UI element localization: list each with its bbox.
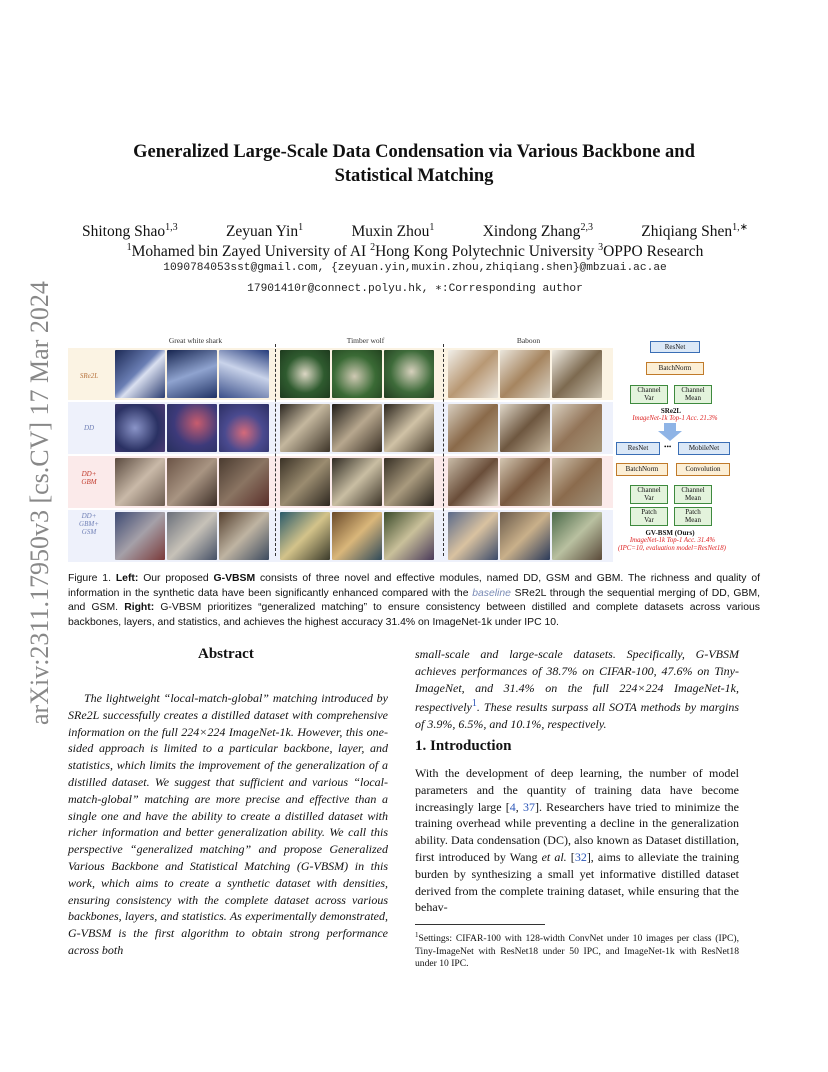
synthetic-image [219,458,269,506]
synthetic-image [167,404,217,452]
patch-var-box: Patch Var [630,507,668,526]
column-divider [275,344,276,556]
author: Xindong Zhang$^{2,3}$ [482,222,593,241]
synthetic-image [280,404,330,452]
synthetic-image [332,458,382,506]
synthetic-image [500,512,550,560]
abstract-heading: Abstract [198,646,254,662]
channel-var-box: Channel Var [630,485,668,504]
synthetic-image [280,350,330,398]
email-line-1: 1090784053sst@gmail.com, {zeyuan.yin,muxin.zhou,zhiqiang.shen}@mbzuai.ac.ae [163,262,667,274]
mobilenet-box: MobileNet [678,442,730,455]
synthetic-image [332,350,382,398]
author: Shitong Shao$^{1,3}$ [82,222,178,241]
synthetic-image [115,350,165,398]
author: Zeyuan Yin$^1$ [225,222,304,241]
column-header: Baboon [516,336,541,345]
synthetic-image [448,404,498,452]
resnet-box: ResNet [650,341,700,353]
abstract-text: The lightweight “local-match-global” matching introduced by SRe2L successfully creates a distilled dataset with comprehensive information on the full 224×224 ImageNet-1k. However, this one-sided approach is limited to a particular backbone, layer, and statistics, which limits the improvement of the generalization of a distilled dataset. We suggest that sufficient and various “local-match-global” matching are more precise and effective than a single one and have the ability to create a distilled dataset with richer information and better generalization ability. We call this perspective “generalized matching” and propose Generalized Various Backbone and Statistical Matching (G-VBSM) in this work, which aims to create a synthetic dataset with densities, ensuring consistency with the complete dataset across various backbones, layers, and statistics. As experimentally demonstrated, G-VBSM is the first algorithm to obtain strong performance across both [68,691,388,957]
introduction-text: With the development of deep learning, the number of model parameters and the quantity of training data have become increasingly large [4, 37]. Researchers have tried to minimize the training overhead while preventing a decline in the generalization ability. Data condensation (DC), also known as Dataset distillation, first introduced by Wang et al. [32], aims to alleviate the training burden by synthesizing a small yet informative distilled dataset derived from the complete training dataset, while ensuring that the behav- [415,766,739,915]
synthetic-image [280,458,330,506]
synthetic-image [448,512,498,560]
convolution-box: Convolution [676,463,730,476]
synthetic-image [384,512,434,560]
synthetic-image [167,350,217,398]
column-header: Timber wolf [346,336,385,345]
gvbsm-label: GV-BSM (Ours) [645,529,695,537]
synthetic-image [500,458,550,506]
synthetic-image [552,458,602,506]
paper-title [90,140,738,188]
synthetic-image [219,404,269,452]
title-line-2: Statistical Matching [334,166,494,186]
resnet-box: ResNet [616,442,660,455]
row-label: DD [83,424,95,432]
figure-architecture-diagram [610,335,760,565]
patch-mean-box: Patch Mean [674,507,712,526]
introduction-heading: 1. Introduction [415,738,512,754]
figure-caption: Figure 1. Left: Our proposed G-VBSM consists of three novel and effective modules, named DD, GSM and GBM. The richness and quality of information in the synthetic data have been significantly enhanced compared with the baseline SRe2L through the sequential merging of DD, GBM, and GSM. Right: G-VBSM prioritizes “generalized matching” to ensure consistency between distilled and complete datasets across various backbones, layers, and statistics, and achieves the highest accuracy 31.4% on ImageNet-1k under IPC 10. [68,573,760,628]
column-header: Great white shark [168,336,223,345]
row-label: SRe2L [79,372,99,380]
sre2l-label: SRe2L [660,407,682,415]
synthetic-image [384,350,434,398]
synthetic-image [384,458,434,506]
citation-link[interactable]: 32 [574,849,587,864]
citation-link[interactable]: 37 [522,799,535,814]
sre2l-accuracy: ImageNet-1k Top-1 Acc. 21.3% [632,415,718,422]
synthetic-image [384,404,434,452]
channel-mean-box: Channel Mean [674,485,712,504]
arxiv-identifier: arXiv:2311.17950v3 [cs.CV] 17 Mar 2024 [25,281,54,725]
synthetic-image [500,350,550,398]
title-line-1: Generalized Large-Scale Data Condensation via Various Backbone and [133,142,695,162]
synthetic-image [167,458,217,506]
batchnorm-box: BatchNorm [646,362,704,375]
synthetic-image [448,350,498,398]
synthetic-image [115,404,165,452]
gvbsm-settings: (IPC=10, evaluation model=ResNet18) [618,545,726,552]
batchnorm-box: BatchNorm [616,463,668,476]
synthetic-image [500,404,550,452]
channel-var-box: Channel Var [630,385,668,404]
synthetic-image [115,458,165,506]
affiliations: $^1$Mohamed bin Zayed University of AI $^2$Hong Kong Polytechnic University $^3$OPPO Research [126,242,704,261]
footnote-rule [415,924,545,925]
citation-link[interactable]: 4 [509,799,516,814]
email-line-2: 17901410r@connect.polyu.hk, ∗:Corresponding author [247,283,583,295]
synthetic-image [115,512,165,560]
row-label: DD+ GBM [81,470,97,486]
abstract-continued: small-scale and large-scale datasets. Specifically, G-VBSM achieves performances of 38.7% on CIFAR-100, 47.6% on Tiny-ImageNet, and 31.4% on the full 224×224 ImageNet-1k, respectively$^1$. These results surpass all SOTA methods by margins of 3.9%, 6.5%, and 10.1%, respectively. [415,647,739,732]
synthetic-image [219,512,269,560]
synthetic-image [448,458,498,506]
arrow-down-icon [658,423,682,441]
ellipsis-icon: ••• [664,443,672,451]
synthetic-image [219,350,269,398]
figure-image-grid [68,330,613,560]
gvbsm-accuracy: ImageNet-1k Top-1 Acc. 31.4% [629,537,716,544]
synthetic-image [332,512,382,560]
author: Muxin Zhou$^1$ [351,222,435,241]
footnote: $^1$Settings: CIFAR-100 with 128-width ConvNet under 10 images per class (IPC), Tiny-ImageNet with ResNet18 under 50 IPC, and ImageNet-1k with ResNet18 under 10 IPC. [415,931,739,969]
row-label: DD+ GBM+ GSM [79,512,99,536]
synthetic-image [332,404,382,452]
channel-mean-box: Channel Mean [674,385,712,404]
author: Zhiqiang Shen$^{1,∗}$ [641,222,748,241]
synthetic-image [552,350,602,398]
column-divider [443,344,444,556]
synthetic-image [280,512,330,560]
synthetic-image [167,512,217,560]
synthetic-image [552,512,602,560]
synthetic-image [552,404,602,452]
